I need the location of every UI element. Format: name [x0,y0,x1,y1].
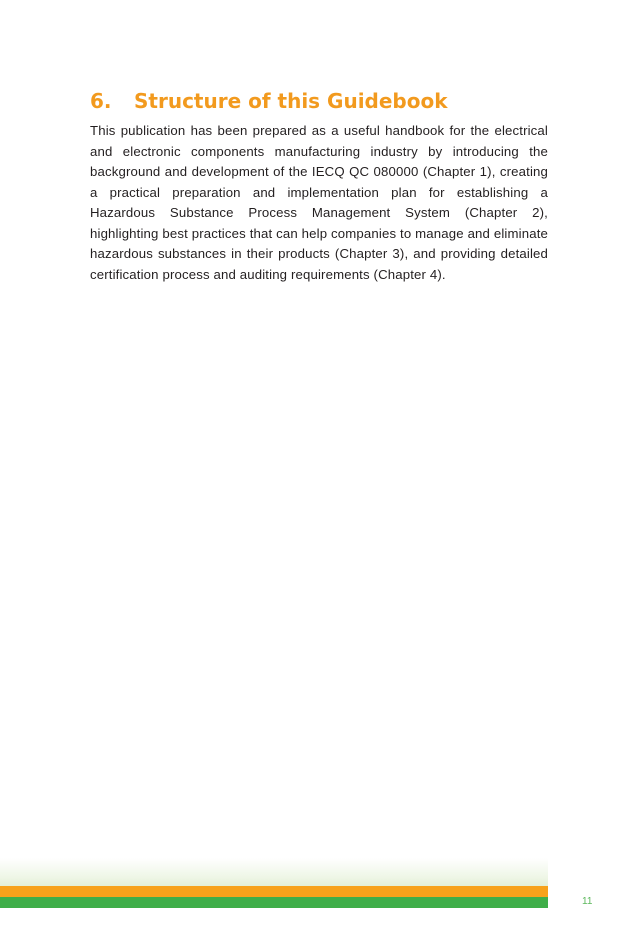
section-body-paragraph: This publication has been prepared as a useful handbook for the electrical and electronic components manufacturing industry by introducing the background and development of the IECQ QC 080000 (Chapter 1), creating a practical preparation and implementation plan for establishing a Hazardous Substance Process Management System (Chapter 2), highlighting best practices that can help companies to manage and eliminate hazardous substances in their products (Chapter 3), and providing detailed certification process and auditing requirements (Chapter 4). [90,123,548,282]
footer-gradient-band [0,858,548,886]
footer-orange-bar [0,886,548,897]
section-heading [90,88,448,114]
footer-green-bar [0,897,548,908]
section-title: Structure of this Guidebook [134,89,448,113]
page-number: 11 [582,896,593,907]
section-number: 6. [90,89,112,113]
